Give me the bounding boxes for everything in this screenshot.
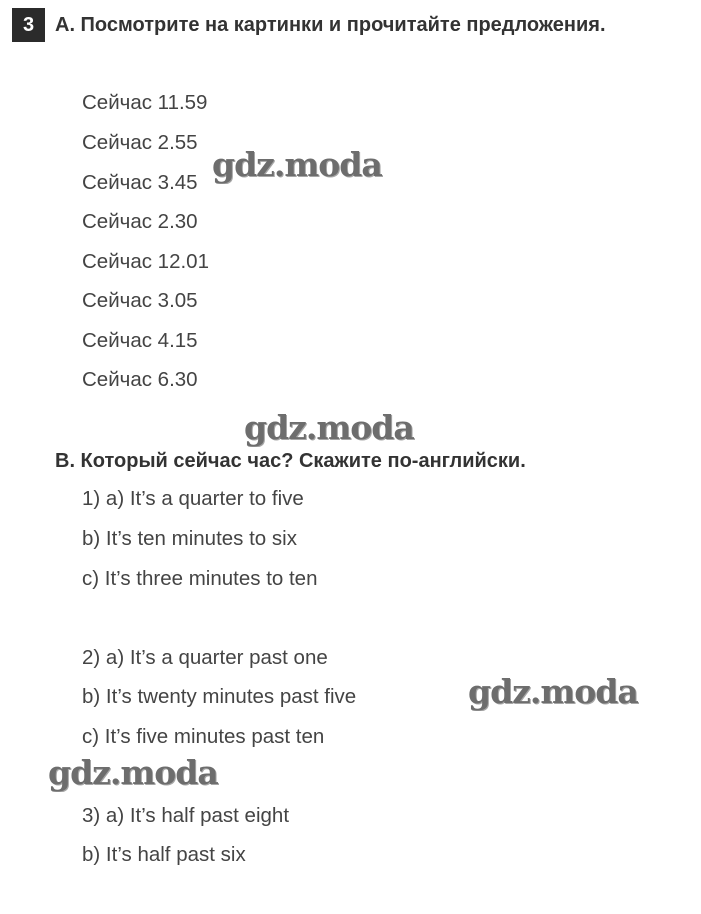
watermark: gdz.moda [468,672,638,711]
section-a-title: A. Посмотрите на картинки и прочитайте предложения. [55,13,606,36]
section-b-answer-line: b) It’s ten minutes to six [82,527,297,550]
section-b-answer-line: b) It’s half past six [82,843,246,866]
section-a-item: Сейчас 3.05 [82,289,198,312]
watermark: gdz.moda [48,753,218,792]
watermark: gdz.moda [244,408,414,447]
section-a-item: Сейчас 3.45 [82,171,198,194]
exercise-number-badge: 3 [12,8,45,42]
section-a-item: Сейчас 4.15 [82,329,198,352]
section-a-item: Сейчас 12.01 [82,250,209,273]
section-b-answer-line: 2) a) It’s a quarter past one [82,646,328,669]
section-a-item: Сейчас 2.55 [82,131,198,154]
section-a-item: Сейчас 2.30 [82,210,198,233]
exercise-header [12,8,606,42]
section-a-item: Сейчас 6.30 [82,368,198,391]
watermark: gdz.moda [212,145,382,184]
section-b-answer-line: c) It’s three minutes to ten [82,567,318,590]
section-b-answer-line: 1) a) It’s a quarter to five [82,487,304,510]
section-b-answer-line: c) It’s five minutes past ten [82,725,325,748]
section-b-answer-line: 3) a) It’s half past eight [82,804,290,827]
section-a-item: Сейчас 11.59 [82,91,208,114]
section-b-title: B. Который сейчас час? Скажите по-английски. [55,450,526,472]
section-b-answer-line: b) It’s twenty minutes past five [82,685,357,708]
